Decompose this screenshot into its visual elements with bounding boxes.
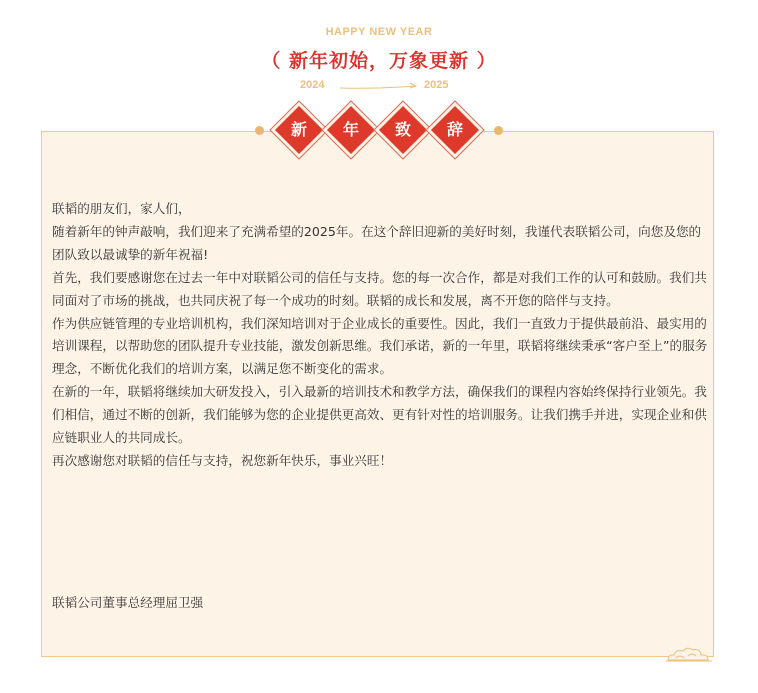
letter-greeting: 联韬的朋友们，家人们， xyxy=(52,201,191,216)
eyebrow-text: HAPPY NEW YEAR xyxy=(325,26,433,38)
banner-char: 致 xyxy=(394,120,411,139)
banner-char: 年 xyxy=(342,120,359,139)
banner-char: 辞 xyxy=(446,120,463,139)
letter-paragraph: 首先，我们要感谢您在过去一年中对联韬公司的信任与支持。您的每一次合作，都是对我们工作的认可和鼓励。我们共同面对了市场的挑战，也共同庆祝了每一个成功的时刻。联韬的成长和发展，离不开您的陪伴与支持。 xyxy=(52,269,707,308)
letter-body xyxy=(52,198,712,473)
banner-char: 新 xyxy=(290,120,307,139)
letter-closing: 再次感谢您对联韬的信任与支持，祝您新年快乐，事业兴旺！ xyxy=(52,452,393,468)
year-from: 2024 xyxy=(300,79,325,91)
cloud-ornament-icon xyxy=(664,644,714,666)
banner-diamond-2 xyxy=(324,103,378,157)
letter-paragraph: 在新的一年，联韬将继续加大研发投入，引入最新的培训技术和教学方法，确保我们的课程内容始终保持行业领先。我们相信，通过不断的创新，我们能够为您的企业提供更高效、更有针对性的培训服务。让我们携手并进，实现企业和供应链职业人的共同成长。 xyxy=(52,384,707,446)
letter-paragraph: 作为供应链管理的专业培训机构，我们深知培训对于企业成长的重要性。因此，我们一直致力于提供最前沿、最实用的培训课程，以帮助您的团队提升专业技能，激发创新思维。我们承诺，新的一年里，联韬将继续秉承“客户至上”的服务理念，不断优化我们的培训方案，以满足您不断变化的需求。 xyxy=(52,315,708,377)
letter-signature: 联韬公司董事总经理屈卫强 xyxy=(52,595,204,610)
banner-diamond-4 xyxy=(428,103,482,157)
letter-paragraph: 随着新年的钟声敲响，我们迎来了充满希望的2025年。在这个辞旧迎新的美好时刻，我谨代表联韬公司，向您及您的团队致以最诚挚的新年祝福! xyxy=(52,223,702,262)
ribbon-dot-right xyxy=(494,126,503,135)
banner-diamond-1 xyxy=(272,103,326,157)
year-arrow-icon xyxy=(338,80,418,90)
ribbon-dot-left xyxy=(255,126,264,135)
page-title: （ 新年初始，万象更新 ） xyxy=(261,50,497,72)
banner-diamond-3 xyxy=(376,103,430,157)
year-to: 2025 xyxy=(424,79,449,91)
